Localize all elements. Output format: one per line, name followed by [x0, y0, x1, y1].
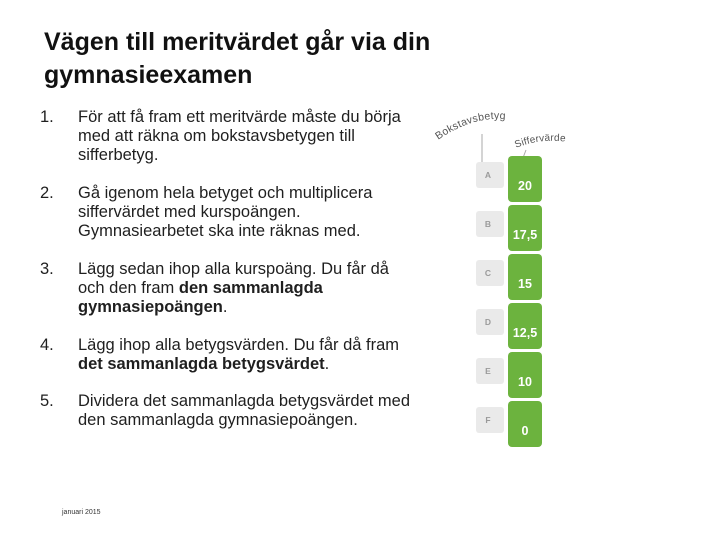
grade-row-c — [476, 254, 542, 300]
grade-row-a — [476, 156, 542, 202]
step-item-3 — [40, 260, 420, 317]
step-text-part: . — [222, 298, 228, 316]
step-text-bold: den sammanlagda gymnasiepoängen — [78, 279, 323, 316]
step-text — [78, 336, 420, 374]
grade-row-f — [476, 401, 542, 447]
step-number: 1. — [40, 108, 54, 126]
step-item-5 — [40, 392, 420, 430]
step-number: 2. — [40, 184, 54, 202]
letter-grade-text: C — [484, 268, 492, 278]
step-item-2 — [40, 184, 420, 241]
numeric-value-text: 10 — [518, 375, 532, 389]
numeric-value-text: 0 — [521, 424, 529, 438]
letter-grade-text: D — [484, 317, 492, 327]
steps-list — [40, 108, 420, 430]
step-item-4 — [40, 336, 420, 374]
numeric-value-text: 12,5 — [512, 326, 538, 340]
step-number: 3. — [40, 260, 54, 278]
letter-grade-text: B — [484, 219, 492, 229]
step-text — [78, 260, 420, 317]
step-number: 5. — [40, 392, 54, 410]
step-text: Gå igenom hela betyget och multiplicera siffervärdet med kurspoängen. Gymnasiearbetet ska inte räknas med. — [78, 184, 373, 240]
step-item-1 — [40, 108, 420, 165]
footer-date: januari 2015 — [62, 509, 101, 516]
step-text-bold: det sammanlagda betygsvärdet — [78, 355, 325, 373]
step-number: 4. — [40, 336, 54, 354]
step-text-part: Lägg sedan ihop alla kurspoäng. Du får då och den fram — [78, 260, 389, 297]
numeric-value-text: 17,5 — [512, 228, 538, 242]
letter-grade-text: F — [485, 415, 491, 425]
grade-row-b — [476, 205, 542, 251]
grade-row-d — [476, 303, 542, 349]
step-text: För att få fram ett meritvärde måste du börja med att räkna om bokstavsbetygen till sifferbetyg. — [78, 108, 401, 164]
title-line-2: gymnasieexamen — [44, 61, 253, 89]
grade-row-e — [476, 352, 542, 398]
letter-grade-text: A — [484, 170, 492, 180]
slide-title — [44, 26, 484, 92]
letter-grades-label: Bokstavsbetyg — [433, 109, 507, 143]
letter-grade-text: E — [485, 366, 491, 376]
grade-conversion-diagram — [430, 100, 590, 470]
title-line-1: Vägen till meritvärdet går via din — [44, 28, 431, 56]
numeric-values-label: Siffervärde — [513, 132, 567, 151]
step-text-part: Lägg ihop alla betygsvärden. Du får då fram — [78, 336, 400, 354]
numeric-value-text: 20 — [518, 179, 532, 193]
numeric-value-text: 15 — [518, 277, 532, 291]
step-text-part: . — [324, 355, 330, 373]
step-text: Dividera det sammanlagda betygsvärdet med den sammanlagda gymnasiepoängen. — [78, 392, 411, 429]
